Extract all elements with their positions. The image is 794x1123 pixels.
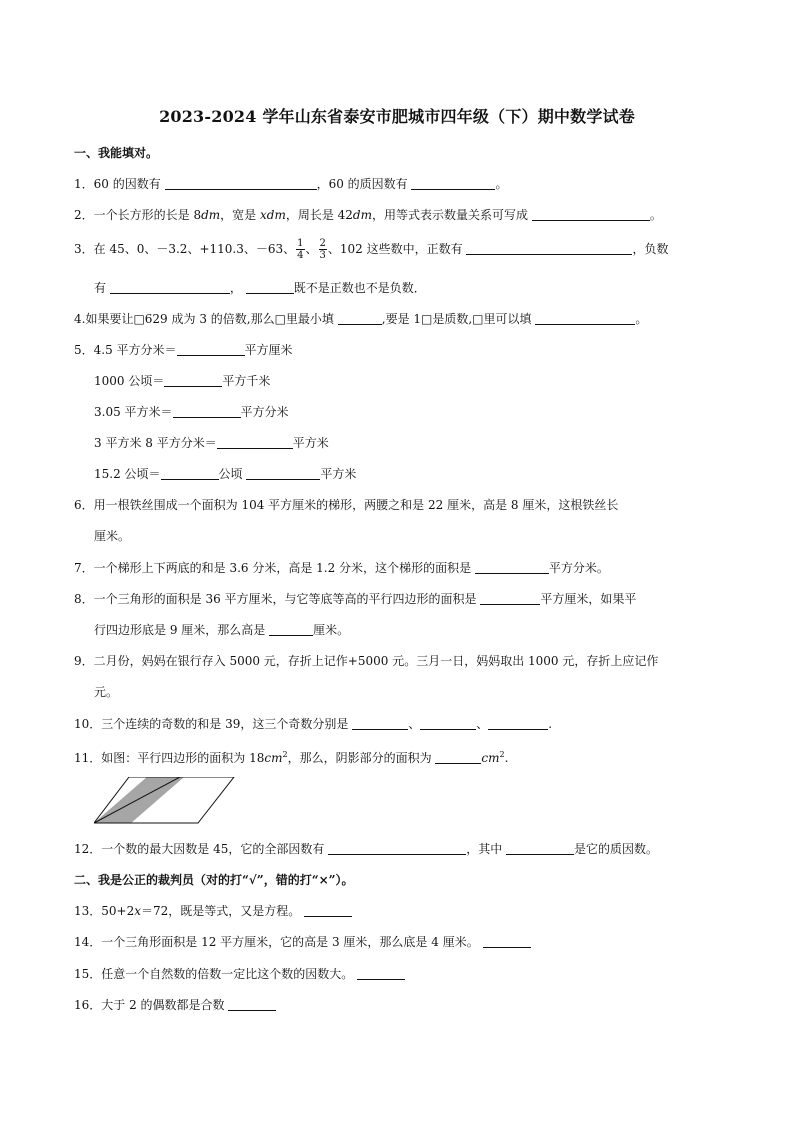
answer-blank[interactable] [420,717,476,730]
answer-blank[interactable] [246,281,294,294]
answer-blank[interactable] [173,405,241,418]
answer-blank[interactable] [165,177,317,190]
answer-blank[interactable] [217,436,293,449]
answer-blank[interactable] [475,561,549,574]
answer-blank[interactable] [161,467,219,480]
answer-blank[interactable] [357,967,405,980]
answer-blank[interactable] [228,998,276,1011]
question-5-line-5: 15.2 公顷＝ 公顷 平方米 [94,467,357,481]
answer-blank[interactable] [352,717,408,730]
question-15: 15．任意一个自然数的倍数一定比这个数的因数大。 [74,966,405,982]
answer-blank[interactable] [269,623,313,636]
question-7: 7．一个梯形上下两底的和是 3.6 分米，高是 1.2 分米，这个梯形的面积是 平方分米。 [74,561,609,575]
answer-blank[interactable] [535,312,635,325]
answer-blank[interactable] [304,904,352,917]
question-9-line-2: 元。 [94,685,119,699]
answer-blank[interactable] [483,935,531,948]
question-12: 12．一个数的最大因数是 45，它的全部因数有 ，其中 是它的质因数。 [74,842,659,856]
question-10: 10．三个连续的奇数的和是 39，这三个奇数分别是 、 、 . [74,717,553,731]
question-13: 13．50+2x＝72，既是等式，又是方程。 [74,903,352,919]
parallelogram-figure [94,777,236,825]
answer-blank[interactable] [246,467,320,480]
question-6-line-2: 厘米。 [94,529,131,543]
question-8-line-2: 行四边形底是 9 厘米，那么高是 厘米。 [94,623,350,637]
page-title: 2023-2024 学年山东省泰安市肥城市四年级（下）期中数学试卷 [159,107,635,126]
question-9: 9．二月份，妈妈在银行存入 5000 元，存折上记作+5000 元。三月一日，妈妈取出 1000 元，存折上应记作 [74,654,659,668]
question-3: 3．在 45、0、－3.2、+110.3、－63、 $\frac{1}{4}$ 、 $\frac{2}{3}$ 、102 这些数中，正数有 ，负数 [74,238,669,261]
answer-blank[interactable] [338,312,382,325]
question-8: 8．一个三角形的面积是 36 平方厘米，与它等底等高的平行四边形的面积是 平方厘米，如果平 [74,592,637,606]
answer-blank[interactable] [110,281,230,294]
question-1: 1．60 的因数有 ，60 的质因数有 。 [74,177,508,191]
answer-blank[interactable] [328,842,466,855]
question-4: 4.如果要让□629 成为 3 的倍数,那么□里最小填 ,要是 1□是质数,□里可以填 。 [74,312,648,326]
section-2-heading: 二、我是公正的裁判员（对的打“√”，错的打“×”）。 [74,873,354,887]
question-6: 6．用一根铁丝围成一个面积为 104 平方厘米的梯形，两腰之和是 22 厘米，高是 8 厘米，这根铁丝长 [74,498,619,512]
answer-blank[interactable] [488,717,548,730]
question-3-line-2: 有 ， 既不是正数也不是负数． [94,281,426,295]
question-11: 11．如图：平行四边形的面积为 $18cm^2$，那么，阴影部分的面积为 $cm^2$. [74,750,509,765]
answer-blank[interactable] [411,177,495,190]
question-2: 2．一个长方形的长是 8dm，宽是 xdm，周长是 42dm，用等式表示数量关系可写成 。 [74,208,662,222]
fraction-one-quarter: $\frac{1}{4}$ [297,238,304,261]
answer-blank[interactable] [506,842,574,855]
question-14: 14．一个三角形面积是 12 平方厘米，它的高是 3 厘米，那么底是 4 厘米。 [74,934,531,950]
answer-blank[interactable] [466,242,632,255]
section-1-heading: 一、我能填对。 [74,146,159,160]
question-5-line-4: 3 平方米 8 平方分米＝ 平方米 [94,436,329,450]
fraction-two-thirds: $\frac{2}{3}$ [319,238,326,261]
answer-blank[interactable] [532,208,650,221]
answer-blank[interactable] [435,751,481,764]
question-5-line-3: 3.05 平方米＝ 平方分米 [94,405,289,419]
question-16: 16．大于 2 的偶数都是合数 [74,997,276,1013]
answer-blank[interactable] [164,374,222,387]
question-5: 5．4.5 平方分米＝ 平方厘米 [74,343,293,357]
answer-blank[interactable] [177,343,245,356]
answer-blank[interactable] [480,592,540,605]
question-5-line-2: 1000 公顷＝ 平方千米 [94,374,271,388]
